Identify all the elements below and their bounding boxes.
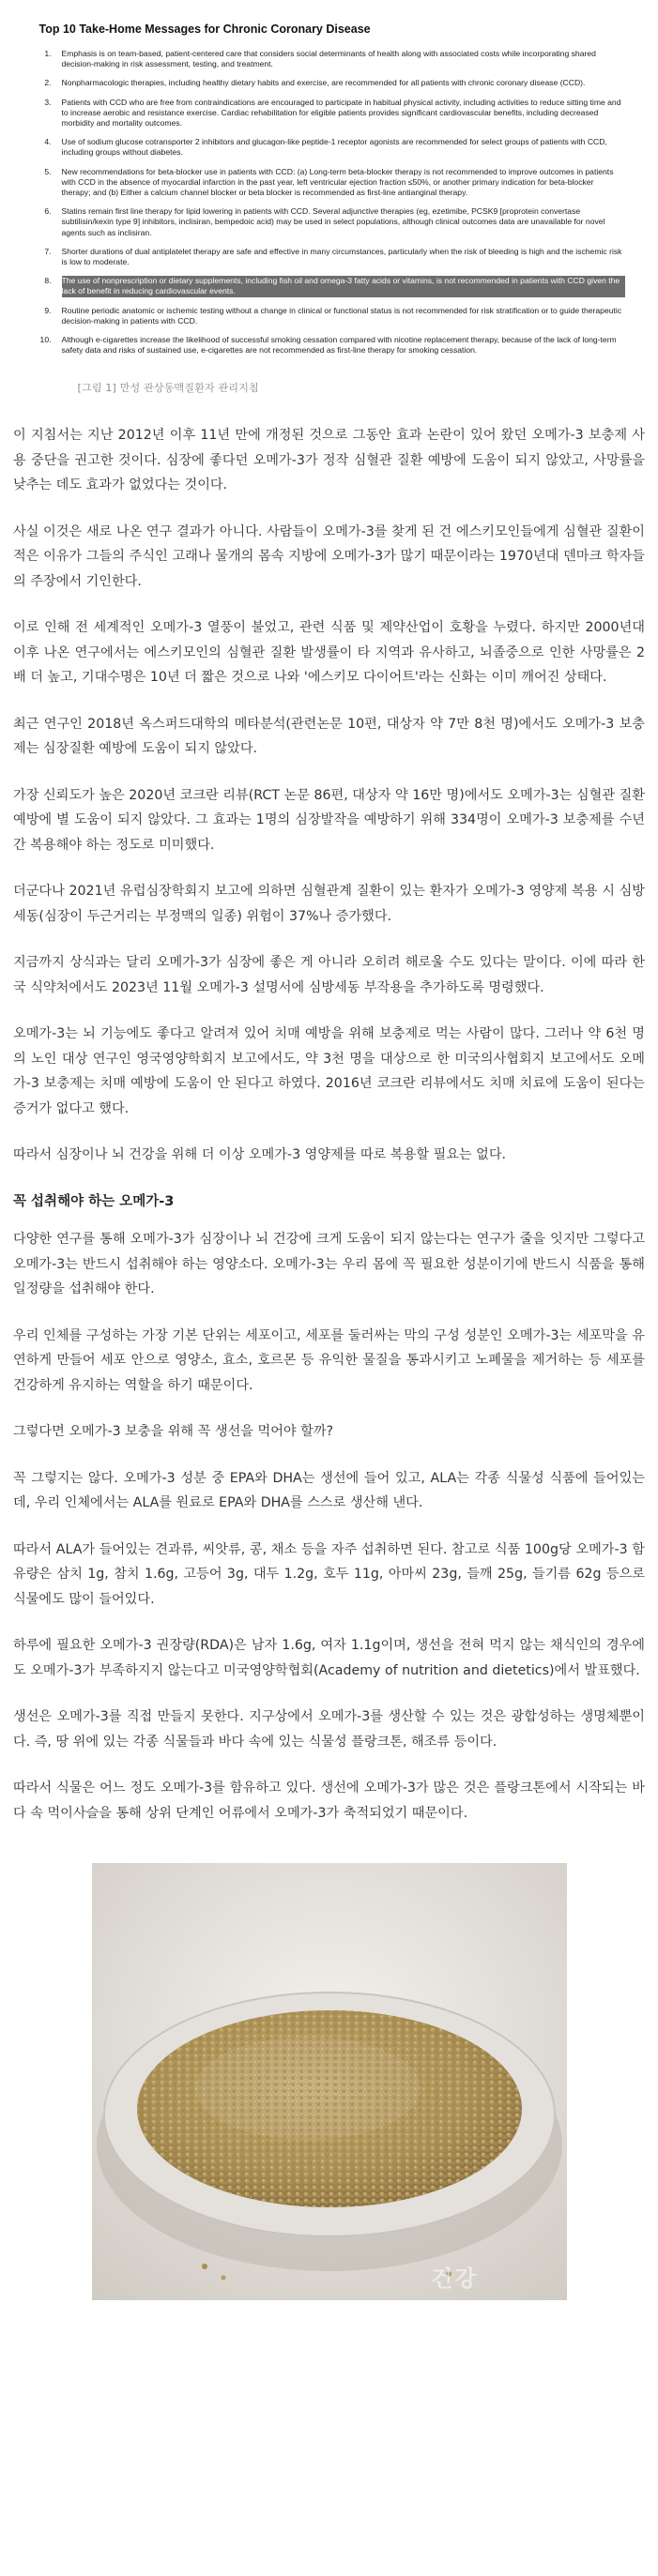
paragraph: 오메가-3는 뇌 기능에도 좋다고 알려져 있어 치매 예방을 위해 보충제로 먹는 사람이 많다. 그러나 약 6천 명의 노인 대상 연구인 영국영양학회지 보고에서도, 약 3천 명을 대상으로 한 미국의사협회지 보고에서도 오메가-3 보충제는 치매 예방에 도움이 안 된다고 하였다. 2016년 코크란 리뷰에서도 치매 치료에 도움이 된다는 증거가 없다고 했다. <box>13 1026 645 1116</box>
take-home-list <box>34 49 625 356</box>
list-item-text: New recommendations for beta-blocker use in patients with CCD: (a) Long-term beta-blocker therapy is not recommended to improve outcomes in patients with CCD in the absence of myocardial infarction in the past year, left ventricular ejection fraction ≤50%, or another primary indication for beta-blocker therapy; and (b) Either a calcium channel blocker or beta blocker is recommended as first-line antianginal therapy. <box>61 166 614 198</box>
list-item-number: 7. <box>44 246 52 256</box>
loose-seed <box>202 2264 207 2269</box>
list-item-text: The use of nonprescription or dietary supplements, including fish oil and omega-3 fatty acids or vitamins, is not recommended in patients with CCD given the lack of benefit in reducing cardiovascular events. <box>62 276 625 296</box>
list-item-number: 4. <box>44 137 52 147</box>
paragraph: 이로 인해 전 세계적인 오메가-3 열풍이 불었고, 관련 식품 및 제약산업이 호황을 누렸다. 하지만 2000년대 이후 나온 연구에서는 에스키모인의 심혈관 질환 발생률이 타 지역과 유사하고, 뇌졸중으로 인한 사망률은 2배 더 높고, 기대수명은 10년 더 짧은 것으로 나와 '에스키모 다이어트'라는 신화는 이미 깨어진 상태다. <box>13 620 645 686</box>
paragraph: 다양한 연구를 통해 오메가-3가 심장이나 뇌 건강에 크게 도움이 되지 않는다는 연구가 줄을 잇지만 그렇다고 오메가-3는 반드시 섭취해야 하는 영양소다. 오메가-3는 우리 몸에 꼭 필요한 성분이기에 반드시 식품을 통해 일정량을 섭취해야 한다. <box>13 1232 645 1297</box>
list-item-number: 6. <box>44 206 52 217</box>
list-item-text: Routine periodic anatomic or ischemic testing without a change in clinical or functional status is not recommended for risk stratification or to guide therapeutic decision-making in patients with CCD. <box>61 305 622 326</box>
list-item-number: 10. <box>39 335 52 345</box>
paragraph: 꼭 그렇지는 않다. 오메가-3 성분 중 EPA와 DHA는 생선에 들어 있고, ALA는 각종 식물성 식품에 들어있는데, 우리 인체에서는 ALA를 원료로 EPA와 DHA를 스스로 생산해 낸다. <box>13 1470 645 1511</box>
paragraph: 지금까지 상식과는 달리 오메가-3가 심장에 좋은 게 아니라 오히려 해로울 수도 있다는 말이다. 이에 따라 한국 식약처에서도 2023년 11월 오메가-3 설명서에 심방세동 부작용을 추가하도록 명령했다. <box>13 955 645 995</box>
seed-bowl-illustration <box>92 1863 567 2300</box>
figure-title: Top 10 Take-Home Messages for Chronic Coronary Disease <box>38 23 371 36</box>
list-item <box>34 167 625 199</box>
paragraph: 하루에 필요한 오메가-3 권장량(RDA)은 남자 1.6g, 여자 1.1g이며, 생선을 전혀 먹지 않는 채식인의 경우에도 오메가-3가 부족하지지 않는다고 미국영양학협회(Academy of nutrition and dietetics)에서 발표했다. <box>13 1638 645 1678</box>
list-item <box>34 137 625 158</box>
paragraph: 따라서 식물은 어느 정도 오메가-3를 함유하고 있다. 생선에 오메가-3가 많은 것은 플랑크톤에서 시작되는 바다 속 먹이사슬을 통해 상위 단계인 어류에서 오메가-3가 축적되었기 때문이다. <box>13 1780 645 1821</box>
photo-watermark: 건강 <box>431 2265 479 2293</box>
list-item-number: 5. <box>44 166 52 176</box>
paragraph: 따라서 ALA가 들어있는 견과류, 씨앗류, 콩, 채소 등을 자주 섭취하면 된다. 참고로 식품 100g당 오메가-3 함유량은 삼치 1g, 참치 1.6g, 고등어 3g, 대두 1.2g, 호두 11g, 아마씨 23g, 들깨 25g, 들기름 62g 등으로 식물에도 많이 들어있다. <box>13 1541 645 1607</box>
paragraph: 최근 연구인 2018년 옥스퍼드대학의 메타분석(관련논문 10편, 대상자 약 7만 8천 명)에서도 오메가-3 보충제는 심장질환 예방에 도움이 되지 않았다. <box>13 716 645 757</box>
list-item-text: Patients with CCD who are free from contraindications are encouraged to participate in habitual physical activity, including activities to reduce sitting time and to increase aerobic and resistance exercise. Cardiac rehabilitation for eligible patients provides significant cardiovascular benefits, including decreased morbidity and mortality outcomes. <box>61 97 621 129</box>
list-item <box>34 306 625 326</box>
seed-highlight <box>195 2037 421 2140</box>
paragraph: 사실 이것은 새로 나온 연구 결과가 아니다. 사람들이 오메가-3를 찾게 된 건 에스키모인들에게 심혈관 질환이 적은 이유가 그들의 주식인 고래나 물개의 몸속 지방에 오메가-3가 많기 때문이라는 1970년대 덴마크 학자들의 주장에서 기인한다. <box>13 523 645 589</box>
list-item-text: Shorter durations of dual antiplatelet therapy are safe and effective in many circumstances, particularly when the risk of bleeding is high and the ischemic risk is low to moderate. <box>61 246 622 267</box>
paragraph: 생선은 오메가-3를 직접 만들지 못한다. 지구상에서 오메가-3를 생산할 수 있는 것은 광합성하는 생명체뿐이다. 즉, 땅 위에 있는 각종 식물들과 바다 속에 있는 식물성 플랑크톤, 해조류 등이다. <box>13 1709 645 1750</box>
list-item-number: 1. <box>44 49 52 58</box>
list-item-text: Use of sodium glucose cotransporter 2 inhibitors and glucagon-like peptide-1 receptor agonists are recommended for select groups of patients with CCD, including groups without diabetes. <box>61 137 607 158</box>
list-item <box>34 78 625 88</box>
section-heading: 꼭 섭취해야 하는 오메가-3 <box>13 1193 175 1209</box>
list-item-number: 9. <box>44 305 52 315</box>
paragraph: 더군다나 2021년 유럽심장학회지 보고에 의하면 심혈관계 질환이 있는 환자가 오메가-3 영양제 복용 시 심방세동(심장이 두근거리는 부정맥의 일종) 위험이 37%나 증가했다. <box>13 884 645 924</box>
list-item-text: Statins remain first line therapy for lipid lowering in patients with CCD. Several adjunctive therapies (eg, ezetimibe, PCSK9 [proprotein convertase subtilisin/kexin type 9] inhibitors, inclisiran, bempedoic acid) may be used in select populations, although clinical outcomes data are unavailable for novel agents such as inclisiran. <box>61 206 605 237</box>
paragraph: 그렇다면 오메가-3 보충을 위해 꼭 생선을 먹어야 할까? <box>13 1424 334 1440</box>
seed-bowl-photo <box>92 1863 567 2300</box>
loose-seed <box>221 2276 225 2281</box>
list-item-number: 8. <box>44 276 52 286</box>
list-item-text: Although e-cigarettes increase the likelihood of successful smoking cessation compared with nicotine replacement therapy, because of the lack of long-term safety data and risks of sustained use, e-cigarettes are not recommended as first-line therapy for smoking cessation. <box>61 335 617 356</box>
paragraph: 따라서 심장이나 뇌 건강을 위해 더 이상 오메가-3 영양제를 따로 복용할 필요는 없다. <box>13 1147 507 1163</box>
list-item <box>34 335 625 356</box>
paragraph: 우리 인체를 구성하는 가장 기본 단위는 세포이고, 세포를 둘러싸는 막의 구성 성분인 오메가-3는 세포막을 유연하게 만들어 세포 안으로 영양소, 효소, 호르몬 등 유익한 물질을 통과시키고 노폐물을 제거하는 등 세포를 건강하게 유지하는 역할을 하기 때문이다. <box>13 1327 645 1393</box>
paragraph: 가장 신뢰도가 높은 2020년 코크란 리뷰(RCT 논문 86편, 대상자 약 16만 명)에서도 오메가-3는 심혈관 질환 예방에 별 도움이 되지 않았다. 그 효과는 1명의 심장발작을 예방하기 위해 334명이 오메가-3 보충제를 수년간 복용해야 하는 정도로 미미했다. <box>13 787 645 853</box>
list-item <box>34 98 625 129</box>
list-item <box>34 49 625 69</box>
figure-caption: [그림 1] 만성 관상동맥질환자 관리지침 <box>77 382 259 395</box>
list-item-highlighted <box>34 276 625 296</box>
list-item-text: Nonpharmacologic therapies, including healthy dietary habits and exercise, are recommended for all patients with chronic coronary disease (CCD). <box>61 78 586 88</box>
guideline-figure <box>34 0 625 395</box>
list-item <box>34 206 625 238</box>
list-item-number: 2. <box>44 78 52 88</box>
paragraph: 이 지침서는 지난 2012년 이후 11년 만에 개정된 것으로 그동안 효과 논란이 있어 왔던 오메가-3 보충제 사용 중단을 권고한 것이다. 심장에 좋다던 오메가-3가 정작 심혈관 질환 예방에 도움이 되지 않았고, 사망률을 낮추는 데도 효과가 없었다는 것이다. <box>13 428 645 493</box>
list-item <box>34 247 625 267</box>
article-body <box>0 423 658 1826</box>
list-item-number: 3. <box>44 97 52 107</box>
list-item-text: Emphasis is on team-based, patient-centered care that considers social determinants of health along with associated costs while incorporating shared decision-making in risk assessment, testing, and treatment. <box>61 49 596 69</box>
